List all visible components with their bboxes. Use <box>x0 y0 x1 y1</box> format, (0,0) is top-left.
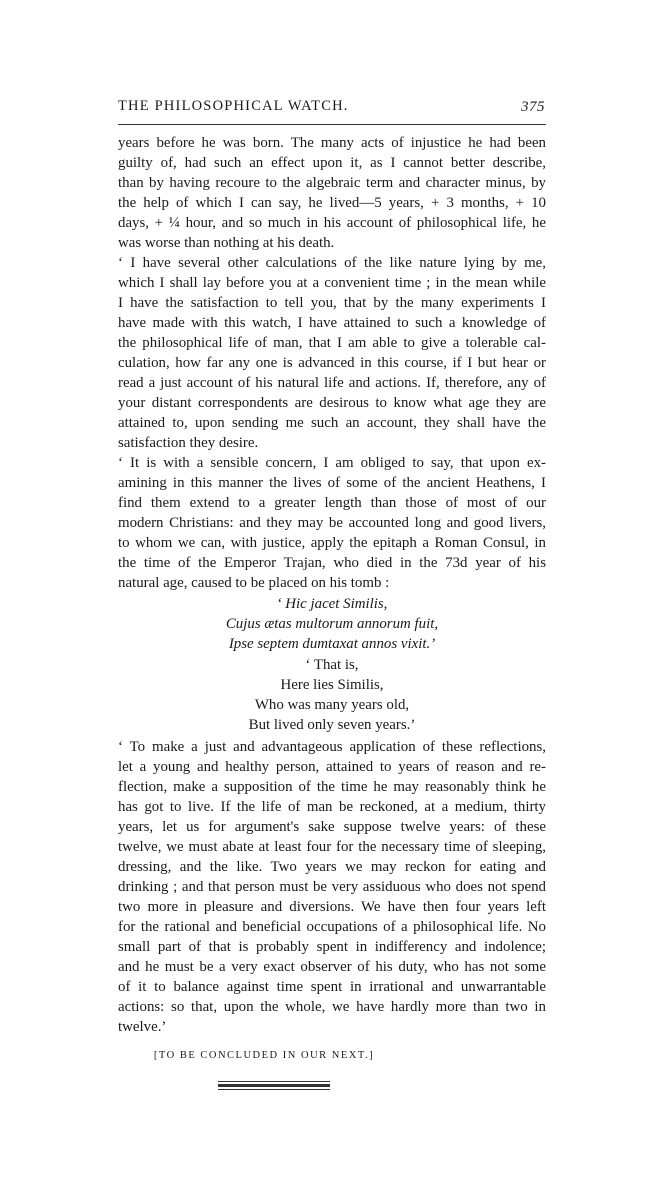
text-line: to whom we can, with justice, apply the epitaph a Roman Consul, in <box>118 535 546 551</box>
epitaph-line: Ipse septem dumtaxat annos vixit.’ <box>228 636 436 652</box>
text-line: satisfaction they desire. <box>118 435 259 451</box>
text-line: I have the satisfaction to tell you, that by the many experiments I <box>118 295 546 311</box>
text-line: twelve, we must abate at least four for the necessary time of sleeping, <box>118 839 546 855</box>
running-title: THE PHILOSOPHICAL WATCH. <box>118 98 349 114</box>
header-rule <box>118 124 546 125</box>
text-line: attained to, upon sending me such an account, they shall have the <box>118 415 546 431</box>
text-line: twelve.’ <box>118 1019 167 1035</box>
text-line: dressing, and the like. Two years we may reckon for eating and <box>118 859 546 875</box>
text-line: drinking ; and that person must be very assiduous who does not spend <box>118 879 546 895</box>
text-line: two more in pleasure and diversions. We have then four years left <box>118 899 546 915</box>
text-line: guilty of, had such an effect upon it, as I cannot better describe, <box>118 155 546 171</box>
text-line: natural age, caused to be placed on his tomb : <box>118 575 390 591</box>
epitaph-line: ‘ Hic jacet Similis, <box>276 596 388 612</box>
text-line: modern Christians: and they may be accounted long and good livers, <box>118 515 546 531</box>
text-line: flection, make a supposition of the time he may reasonably think he <box>118 779 546 795</box>
text-line: ‘ I have several other calculations of the like nature lying by me, <box>118 255 546 271</box>
text-line: the time of the Emperor Trajan, who died in the 73d year of his <box>118 555 546 571</box>
translation-line: But lived only seven years.’ <box>248 717 416 733</box>
text-line: small part of that is probably spent in indifferency and indolence; <box>118 939 546 955</box>
text-line: your distant correspondents are desirous to know what age they are <box>118 395 546 411</box>
text-line: was worse than nothing at his death. <box>118 235 335 251</box>
translation-line: ‘ That is, <box>305 657 359 673</box>
translation-line: Who was many years old, <box>254 697 410 713</box>
text-line: and he must be a very exact observer of his duty, who has not some <box>118 959 546 975</box>
text-line: amining in this manner the lives of some of the ancient Heathens, I <box>118 475 546 491</box>
text-line: the philosophical life of man, that I am able to give a tolerable cal- <box>118 335 546 351</box>
text-line: let a young and healthy person, attained to years of reason and re- <box>118 759 546 775</box>
translation-line: Here lies Similis, <box>280 677 384 693</box>
text-line: the help of which I can say, he lived—5 years, + 3 months, + 10 <box>118 195 546 211</box>
text-line: which I shall lay before you at a convenient time ; in the mean while <box>118 275 546 291</box>
text-line: years, let us for argument's sake suppose twelve years: of these <box>118 819 546 835</box>
text-line: read a just account of his natural life and actions. If, therefore, any of <box>118 375 546 391</box>
text-line: of it to balance against time spent in irrational and unwarrantable <box>118 979 546 995</box>
text-line: ‘ It is with a sensible concern, I am obliged to say, that upon ex- <box>118 455 546 471</box>
text-line: ‘ To make a just and advantageous application of these reflections, <box>118 739 546 755</box>
text-line: has got to live. If the life of man be reckoned, at a medium, thirty <box>118 799 546 815</box>
text-line: for the rational and beneficial occupations of a philosophical life. No <box>118 919 546 935</box>
text-line: have made with this watch, I have attained to such a knowledge of <box>118 315 546 331</box>
text-line: actions: so that, upon the whole, we have hardly more than two in <box>118 999 546 1015</box>
text-line: than by having recoure to the algebraic term and character minus, by <box>118 175 546 191</box>
text-line: years before he was born. The many acts of injustice he had been <box>118 135 546 151</box>
epitaph-line: Cujus ætas multorum annorum fuit, <box>225 616 439 632</box>
text-line: days, + ¼ hour, and so much in his account of philosophical life, he <box>118 215 546 231</box>
continuation-note: [TO BE CONCLUDED IN OUR NEXT.] <box>153 1050 375 1061</box>
text-line: find them extend to a greater length than those of most of our <box>118 495 546 511</box>
end-ornament-rule <box>218 1081 330 1092</box>
text-line: culation, how far any one is advanced in this course, if I but hear or <box>118 355 546 371</box>
page-number: 375 <box>521 99 545 115</box>
